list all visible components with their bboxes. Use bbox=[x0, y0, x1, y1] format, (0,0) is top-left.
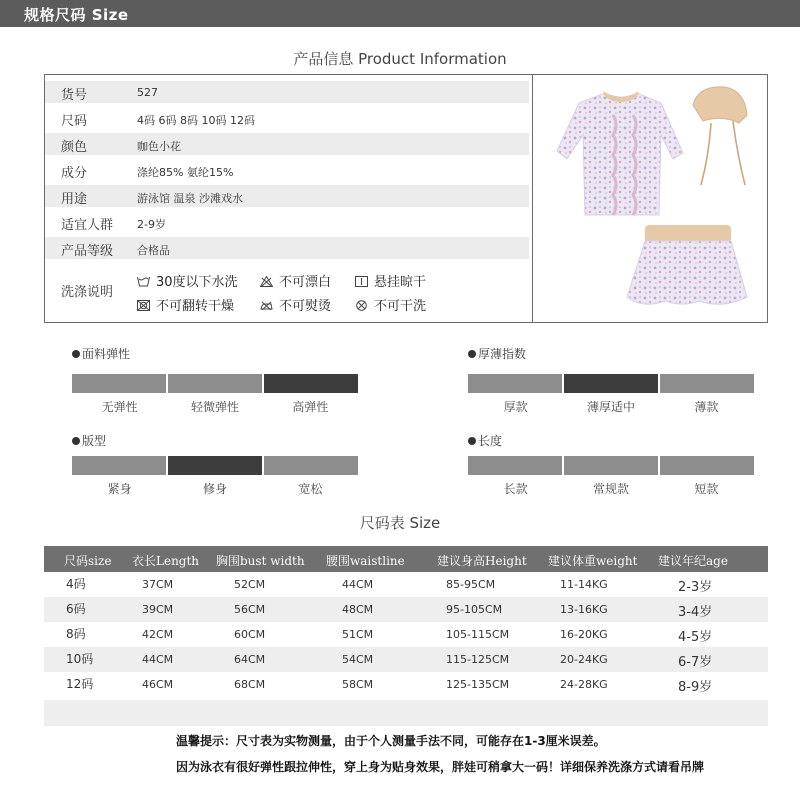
scale-segment bbox=[264, 456, 358, 475]
attr-fit-options bbox=[72, 480, 358, 497]
info-row-item-no bbox=[45, 81, 529, 103]
scale-option: 高弹性 bbox=[292, 400, 329, 414]
scale-option: 轻微弹性 bbox=[190, 400, 239, 414]
product-photo bbox=[532, 74, 768, 323]
scale-segment-selected bbox=[264, 374, 358, 393]
attr-length-options bbox=[468, 480, 754, 497]
attr-elasticity-options bbox=[72, 398, 358, 415]
info-key: 尺码 bbox=[61, 114, 88, 129]
info-value: 2-9岁 bbox=[137, 218, 166, 231]
bullet-icon bbox=[468, 350, 476, 358]
scale-option: 厚款 bbox=[503, 400, 528, 414]
no-tumble-dry-icon bbox=[137, 300, 150, 311]
table-row: 10码 44CM 64CM 54CM 115-125CM 20-24KG 6-7岁 bbox=[44, 647, 768, 672]
scale-option: 紧身 bbox=[107, 482, 132, 496]
column-header: 衣长Length bbox=[132, 554, 200, 568]
scale-segment-selected bbox=[168, 456, 262, 475]
care-item: 30度以下水洗 bbox=[137, 271, 238, 290]
attr-elasticity-label: 面料弹性 bbox=[72, 345, 130, 362]
size-chart-title: 尺码表 Size bbox=[359, 514, 441, 532]
attr-length-label: 长度 bbox=[468, 432, 502, 449]
scale-option: 常规款 bbox=[592, 482, 629, 496]
info-value: 游泳馆 温泉 沙滩戏水 bbox=[137, 192, 243, 205]
info-value: 涤纶85% 氨纶15% bbox=[137, 166, 234, 179]
header-bar bbox=[0, 0, 800, 27]
column-header: 腰围waistline bbox=[326, 554, 405, 568]
info-key: 用途 bbox=[61, 192, 88, 207]
scale-segment bbox=[564, 456, 658, 475]
scale-segment bbox=[660, 456, 754, 475]
scale-option: 宽松 bbox=[298, 482, 323, 496]
care-item: 不可干洗 bbox=[355, 295, 426, 314]
info-key: 适宜人群 bbox=[61, 218, 114, 233]
bullet-icon bbox=[468, 437, 476, 445]
fit-note: 因为泳衣有很好弹性跟拉伸性，穿上身为贴身效果，胖娃可稍拿大一码！详细保养洗涤方式请看吊牌 bbox=[176, 760, 705, 774]
scale-option: 薄厚适中 bbox=[586, 400, 635, 414]
care-item: 不可翻转干燥 bbox=[137, 295, 234, 314]
info-key: 产品等级 bbox=[61, 244, 114, 259]
header-title: 规格尺码 Size bbox=[24, 6, 129, 24]
info-row-usage bbox=[45, 185, 529, 207]
info-row-composition bbox=[45, 159, 529, 181]
table-row: 4码 37CM 52CM 44CM 85-95CM 11-14KG 2-3岁 bbox=[66, 577, 713, 595]
column-header: 尺码size bbox=[64, 554, 112, 568]
info-key: 成分 bbox=[61, 166, 88, 181]
scale-segment bbox=[72, 456, 166, 475]
column-header: 建议年纪age bbox=[658, 554, 728, 568]
table-footer-row bbox=[44, 700, 768, 726]
attr-length-scale bbox=[468, 456, 754, 475]
bullet-icon bbox=[72, 350, 80, 358]
wash-tub-icon bbox=[137, 276, 150, 287]
scale-option: 长款 bbox=[503, 482, 528, 496]
scale-segment bbox=[72, 374, 166, 393]
care-item: 不可漂白 bbox=[260, 271, 331, 290]
info-value: 527 bbox=[137, 86, 158, 99]
scale-segment-selected bbox=[564, 374, 658, 393]
attr-thickness-options bbox=[468, 398, 754, 415]
info-key: 货号 bbox=[61, 88, 88, 103]
info-value: 咖色小花 bbox=[137, 140, 181, 153]
attr-thickness-scale bbox=[468, 374, 754, 393]
scale-option: 短款 bbox=[694, 482, 719, 496]
table-row: 12码 46CM 68CM 58CM 125-135CM 24-28KG 8-9岁 bbox=[66, 677, 713, 695]
care-item: 不可熨烫 bbox=[260, 295, 331, 314]
attr-fit-label: 版型 bbox=[72, 432, 106, 449]
column-header: 胸围bust width bbox=[216, 554, 305, 568]
product-info-table bbox=[44, 74, 532, 323]
info-row-color bbox=[45, 133, 529, 155]
scale-segment bbox=[468, 456, 562, 475]
column-header: 建议体重weight bbox=[548, 554, 638, 568]
scale-option: 薄款 bbox=[694, 400, 719, 414]
size-table-header bbox=[44, 546, 768, 572]
bullet-icon bbox=[72, 437, 80, 445]
hang-dry-icon bbox=[355, 276, 368, 287]
swimsuit-illustration bbox=[533, 75, 768, 323]
info-key: 洗涤说明 bbox=[61, 285, 114, 300]
info-key: 颜色 bbox=[61, 140, 88, 155]
info-value: 合格品 bbox=[137, 244, 170, 257]
tip-note: 温馨提示：尺寸表为实物测量，由于个人测量手法不同，可能存在1-3厘米误差。 bbox=[176, 734, 606, 748]
column-header: 建议身高Height bbox=[437, 554, 527, 568]
scale-segment bbox=[468, 374, 562, 393]
info-row-size bbox=[45, 107, 529, 129]
table-row: 8码 42CM 60CM 51CM 105-115CM 16-20KG 4-5岁 bbox=[66, 627, 713, 645]
info-row-age-group bbox=[45, 211, 529, 233]
product-info-title: 产品信息 Product Information bbox=[293, 50, 507, 68]
attr-thickness-label: 厚薄指数 bbox=[468, 345, 526, 362]
info-value: 4码 6码 8码 10码 12码 bbox=[137, 114, 255, 127]
attr-fit-scale bbox=[72, 456, 358, 475]
info-row-care bbox=[45, 263, 529, 319]
no-dry-clean-icon bbox=[355, 300, 368, 311]
table-row: 6码 39CM 56CM 48CM 95-105CM 13-16KG 3-4岁 bbox=[44, 597, 768, 622]
scale-option: 无弹性 bbox=[101, 400, 138, 414]
scale-segment bbox=[660, 374, 754, 393]
scale-option: 修身 bbox=[202, 482, 227, 496]
no-bleach-icon bbox=[260, 276, 273, 287]
scale-segment bbox=[168, 374, 262, 393]
no-iron-icon bbox=[260, 300, 273, 311]
info-row-grade bbox=[45, 237, 529, 259]
care-item: 悬挂晾干 bbox=[355, 271, 426, 290]
attr-elasticity-scale bbox=[72, 374, 358, 393]
